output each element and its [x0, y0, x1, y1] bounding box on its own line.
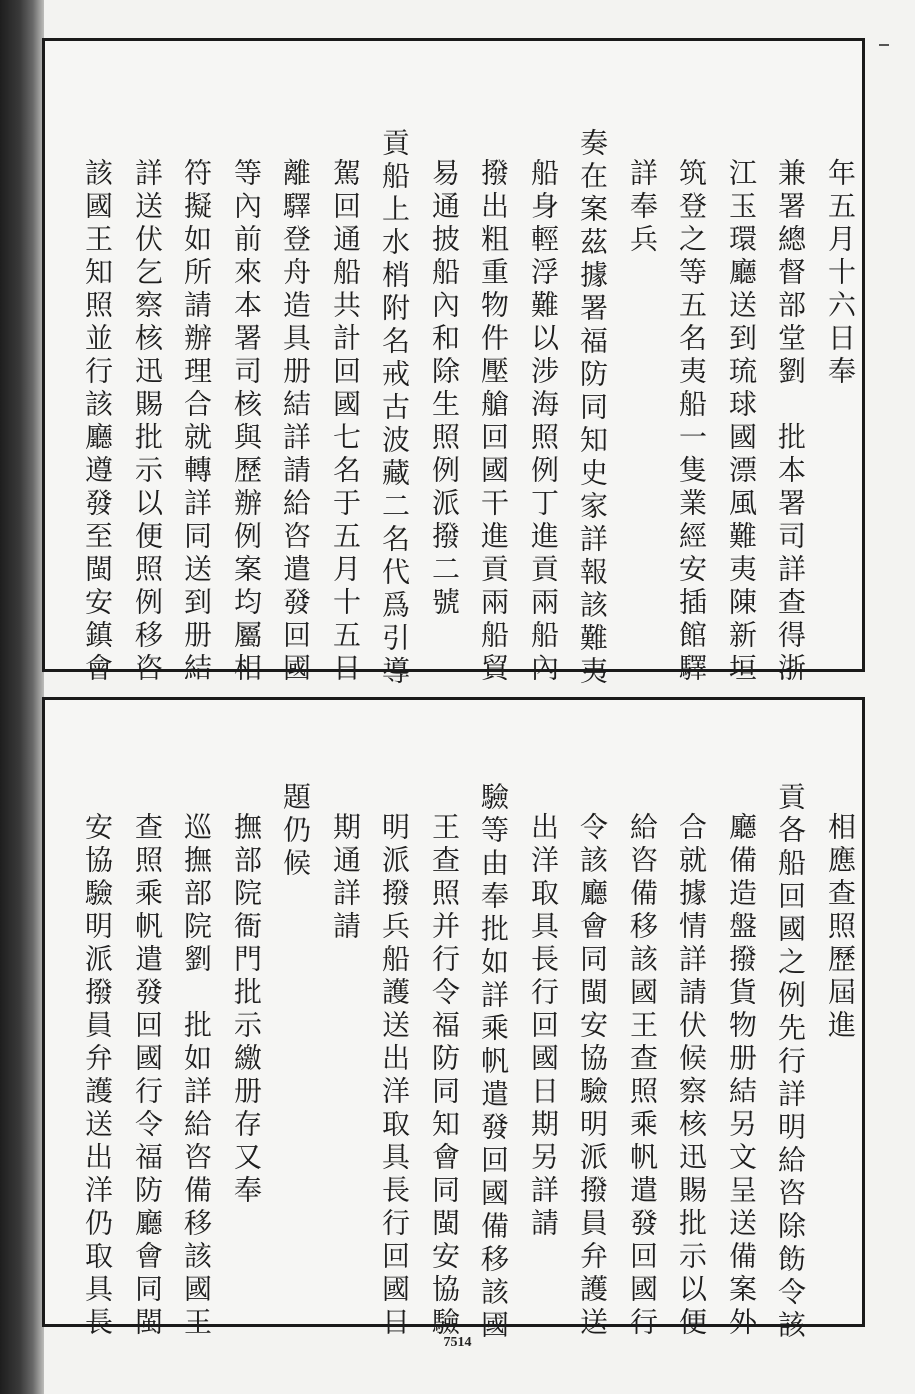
text-column: 詳奉兵 [626, 158, 659, 257]
text-column: 奏在案茲據署福防同知史家詳報該難夷 [576, 128, 609, 689]
corner-mark [879, 44, 889, 46]
text-column: 駕回通船共計回國七名于五月十五日 [329, 158, 362, 686]
text-column: 廳備造盤撥貨物册結另文呈送備案外 [725, 812, 758, 1340]
text-column: 巡撫部院劉 批如詳給咨備移該國王 [180, 812, 213, 1340]
text-column: 合就據情詳請伏候察核迅賜批示以便 [675, 812, 708, 1340]
text-column: 貢船上水梢附名戒古波藏二名代爲引導 [378, 128, 411, 689]
text-column: 等內前來本署司核與歷辦例案均屬相 [230, 158, 263, 686]
text-column: 船身輕浮難以涉海照例丁進貢兩船內 [527, 158, 560, 686]
text-column: 離驛登舟造具册結詳請給咨遣發回國 [279, 158, 312, 686]
text-column: 兼署總督部堂劉 批本署司詳查得浙 [774, 158, 807, 686]
text-column: 期通詳請 [329, 812, 362, 944]
text-column: 江玉環廳送到琉球國漂風難夷陳新垣 [725, 158, 758, 686]
text-column: 詳送伏乞察核迅賜批示以便照例移咨 [131, 158, 164, 686]
text-column: 出洋取具長行回國日期另詳請 [527, 812, 560, 1241]
text-column: 驗等由奉批如詳乘帆遣發回國備移該國 [477, 782, 510, 1343]
top-document-panel [42, 38, 865, 689]
book-spine-shadow [0, 0, 44, 1394]
text-column: 撥出粗重物件壓艙回國干進貢兩船貿 [477, 158, 510, 686]
text-column: 給咨備移該國王查照乘帆遣發回國行 [626, 812, 659, 1340]
text-column: 王查照并行令福防同知會同閩安協驗 [428, 812, 461, 1340]
text-column: 撫部院衙門批示繳册存又奉 [230, 812, 263, 1208]
text-column: 年五月十六日奉 [824, 158, 857, 389]
text-column: 符擬如所請辦理合就轉詳同送到册結 [180, 158, 213, 686]
page-number: 7514 [443, 1335, 472, 1350]
text-column: 相應查照歷屆進 [824, 812, 857, 1043]
text-column: 查照乘帆遣發回國行令福防廳會同閩 [131, 812, 164, 1340]
text-column: 安協驗明派撥員弁護送出洋仍取具長 [81, 812, 114, 1340]
text-column: 該國王知照並行該廳遵發至閩安鎮會 [81, 158, 114, 686]
text-column: 令該廳會同閩安協驗明派撥員弁護送 [576, 812, 609, 1340]
text-column: 筑登之等五名夷船一隻業經安插館驛 [675, 158, 708, 686]
text-column: 易通披船內和除生照例派撥二號 [428, 158, 461, 620]
text-column: 明派撥兵船護送出洋取具長行回國日 [378, 812, 411, 1340]
text-column: 題仍候 [279, 782, 312, 881]
text-column: 貢各船回國之例先行詳明給咨除飭令該 [774, 782, 807, 1343]
